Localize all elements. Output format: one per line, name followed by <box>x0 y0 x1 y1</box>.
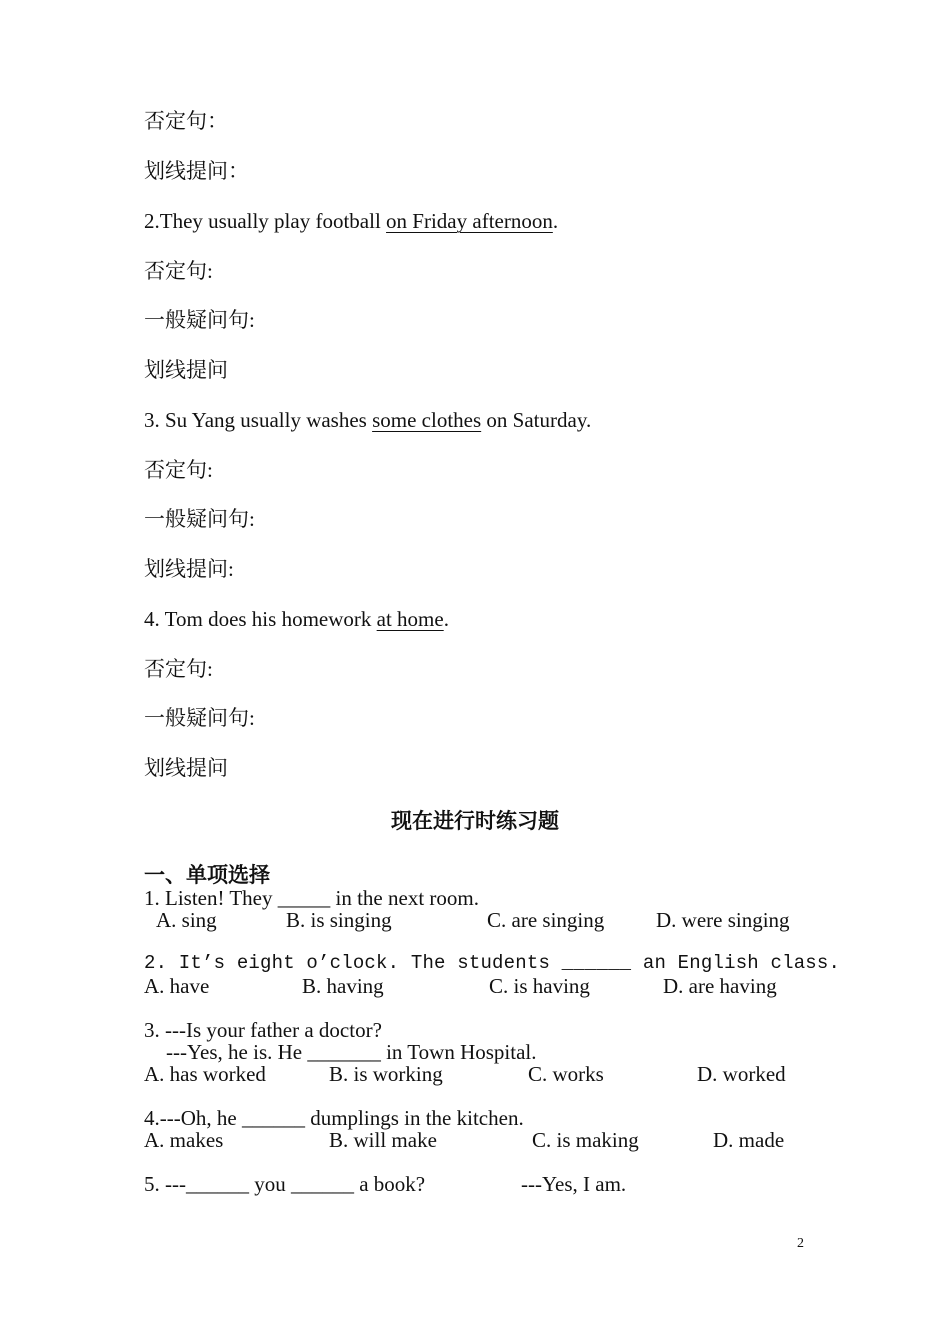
mc3-stem-reply: ---Yes, he is. He _______ in Town Hospital. <box>166 1040 537 1064</box>
q2-underlined-phrase: on Friday afternoon <box>386 209 553 233</box>
mc3-option-a: A. has worked <box>144 1062 266 1086</box>
q2-sentence <box>144 208 558 234</box>
q4-text-pre: 4. Tom does his homework <box>144 607 377 631</box>
q4-negative-label: 否定句: <box>144 657 213 681</box>
mc1-option-c: C. are singing <box>487 908 605 932</box>
mc4-stem: 4.---Oh, he ______ dumplings in the kitchen. <box>144 1106 524 1130</box>
q2-wh-question-label: 划线提问 <box>144 358 228 382</box>
section-heading: 一、单项选择 <box>144 863 270 887</box>
q4-wh-question-label: 划线提问 <box>144 756 228 780</box>
q3-text-pre: 3. Su Yang usually washes <box>144 408 373 432</box>
page-number: 2 <box>797 1236 804 1251</box>
mc1-option-b: B. is singing <box>286 908 392 932</box>
q2-negative-label: 否定句: <box>144 259 213 283</box>
q4-underlined-phrase: at home <box>376 607 444 631</box>
mc3-option-b: B. is working <box>329 1062 443 1086</box>
q1-wh-question-label: 划线提问： <box>144 159 249 183</box>
q2-general-question-label: 一般疑问句: <box>144 308 255 332</box>
mc3-option-d: D. worked <box>697 1062 786 1086</box>
q2-text-post: . <box>552 209 559 233</box>
q1-negative-label: 否定句： <box>144 109 228 133</box>
mc4-option-d: D. made <box>713 1128 785 1152</box>
q3-wh-question-label: 划线提问: <box>144 557 234 581</box>
mc4-option-c: C. is making <box>532 1128 639 1152</box>
q4-sentence <box>144 606 449 632</box>
mc1-stem: 1. Listen! They _____ in the next room. <box>144 886 479 910</box>
mc2-option-c: C. is having <box>489 974 590 998</box>
mc4-option-b: B. will make <box>329 1128 437 1152</box>
mc3-stem: 3. ---Is your father a doctor? <box>144 1018 382 1042</box>
mc2-option-d: D. are having <box>663 974 777 998</box>
q3-text-post: on Saturday. <box>481 408 592 432</box>
q3-negative-label: 否定句: <box>144 458 213 482</box>
mc1-option-d: D. were singing <box>656 908 790 932</box>
q3-underlined-phrase: some clothes <box>372 408 482 432</box>
q4-general-question-label: 一般疑问句: <box>144 706 255 730</box>
mc2-stem: 2. It’s eight o’clock. The students ______ an English class. <box>144 952 841 974</box>
page-title: 现在进行时练习题 <box>391 809 559 833</box>
mc2-option-a: A. have <box>144 974 210 998</box>
mc5-answer: ---Yes, I am. <box>521 1172 627 1196</box>
q3-general-question-label: 一般疑问句: <box>144 507 255 531</box>
mc2-option-b: B. having <box>302 974 384 998</box>
q3-sentence <box>144 407 591 433</box>
mc5-stem: 5. ---______ you ______ a book? <box>144 1172 426 1196</box>
q2-text-pre: 2.They usually play football <box>144 209 387 233</box>
mc3-option-c: C. works <box>528 1062 604 1086</box>
mc4-option-a: A. makes <box>144 1128 224 1152</box>
q4-text-post: . <box>443 607 449 631</box>
mc1-option-a: A. sing <box>156 908 217 932</box>
